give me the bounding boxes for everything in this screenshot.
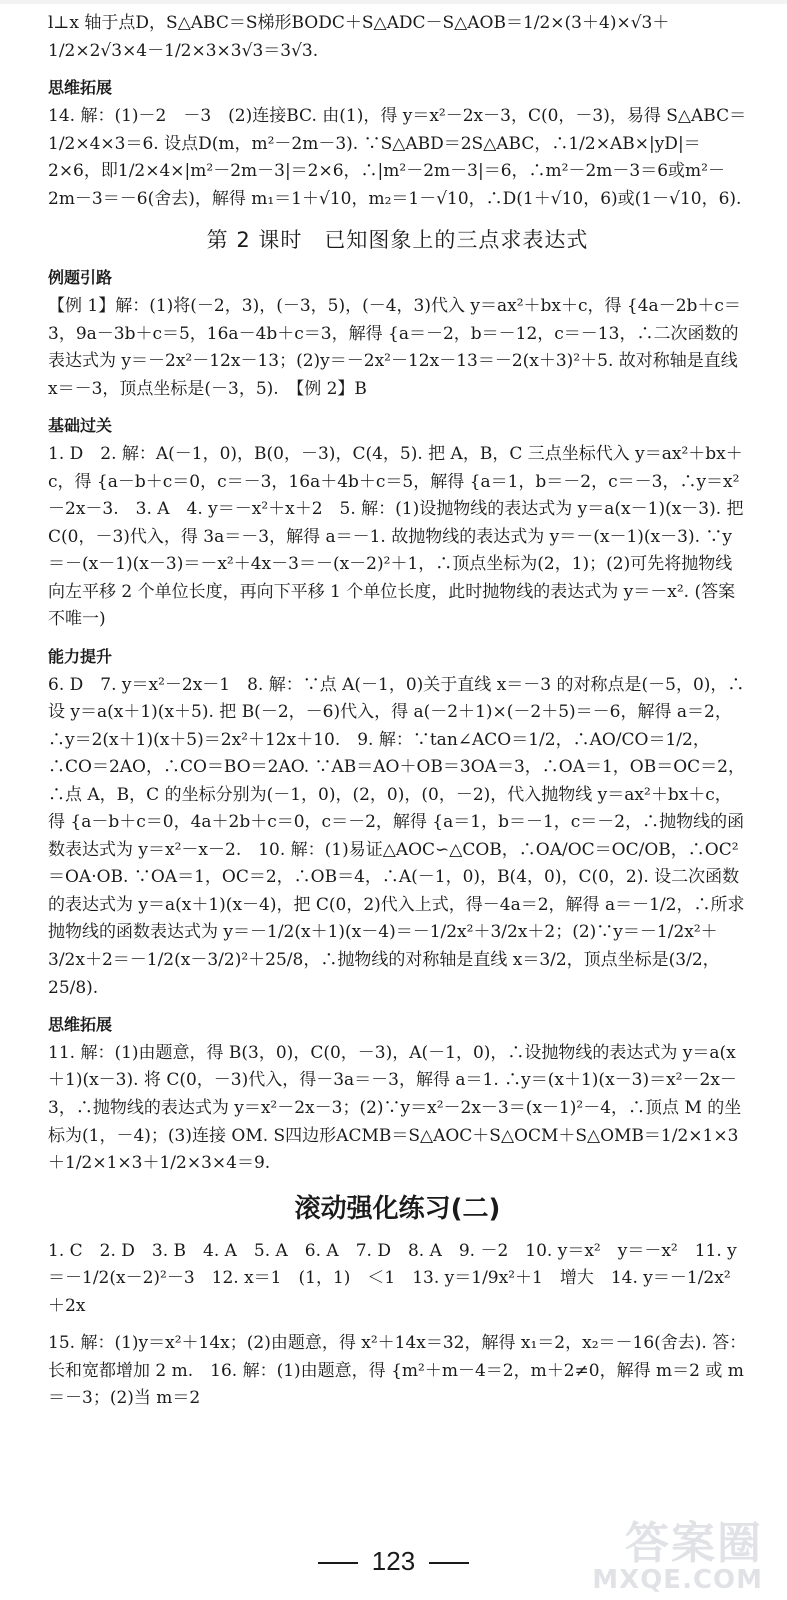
paragraph-example-1: 【例 1】解：(1)将(－2，3)，(－3，5)，(－4，3)代入 y＝ax²＋bx＋c，得 {4a－2b＋c＝3，9a－3b＋c＝5，16a－4b＋c＝3，解得 {a＝－2，b＝－12，c＝－13，∴二次函数的表达式为 y＝－2x²－12x－13；(2)y＝－2x²－12x－13＝－2(x＋3)²＋5. 故对称轴是直线 x＝－3，顶点坐标是(－3，5). 【例 2】B (48, 296, 741, 399)
section-label-ability: 能力提升 (48, 646, 113, 666)
page-number-dash-right (429, 1562, 469, 1564)
section-label-examples: 例题引路 (48, 268, 113, 288)
paragraph-11: 11. 解：(1)由题意，得 B(3，0)，C(0，－3)，A(－1，0)，∴设抛物线的表达式为 y＝a(x＋1)(x－3). 将 C(0，－3)代入，得－3a＝－3，解得 a＝1. ∴y＝(x＋1)(x－3)＝x²－2x－3，∴抛物线的表达式为 y＝x²－2x－3；(2)∵y＝x²－2x－3＝(x－1)²－4，∴顶点 M 的坐标为(1，－4)；(3)连接 OM. S四边形ACMB＝S△AOC＋S△OCM＋S△OMB＝1/2×1×3＋1/2×1×3＋1/2×3×4＝9. (48, 1042, 742, 1174)
practice-title: 滚动强化练习(二) (294, 1193, 501, 1224)
watermark-line-2: MXQE.COM (592, 1564, 763, 1595)
paragraph-basics-answers: 1. D 2. 解：A(－1，0)，B(0，－3)，C(4，5). 把 A，B，C 三点坐标代入 y＝ax²＋bx＋c，得 {a－b＋c＝0，c＝－3，16a＋4b＋c＝5，解得 {a＝1，b＝－2，c＝－3，∴y＝x²－2x－3. 3. A 4. y＝－x²＋x＋2 5. 解：(1)设抛物线的表达式为 y＝a(x－1)(x－3). 把 C(0，－3)代入，得 3a＝－3，解得 a＝－1. 故抛物线的表达式为 y＝－(x－1)(x－3). ∵y＝－(x－1)(x－3)＝－x²＋4x－3＝－(x－2)²＋1，∴顶点坐标为(2，1)；(2)可先将抛物线向左平移 2 个单位长度，再向下平移 1 个单位长度，此时抛物线的表达式为 y＝－x². (答案不唯一) (48, 444, 744, 630)
section-label-basics: 基础过关 (48, 416, 113, 436)
paragraph-practice-answers: 1. C 2. D 3. B 4. A 5. A 6. A 7. D 8. A 9. －2 10. y＝x² y＝－x² 11. y＝－1/2(x－2)²－3 12. x＝1 (1，1) ＜1 13. y＝1/9x²＋1 增大 14. y＝－1/2x²＋2x (48, 1240, 737, 1316)
paragraph-ability-answers: 6. D 7. y＝x²－2x－1 8. 解：∵点 A(－1，0)关于直线 x＝－3 的对称点是(－5，0)，∴设 y＝a(x＋1)(x＋5). 把 B(－2，－6)代入，得 a(－2＋1)×(－2＋5)＝－6，解得 a＝2，∴y＝2(x＋1)(x＋5)＝2x²＋12x＋10. 9. 解：∵tan∠ACO＝1/2，∴AO/CO＝1/2，∴CO＝2AO，∴CO＝BO＝2AO. ∵AB＝AO＋OB＝3OA＝3，∴OA＝1，OB＝OC＝2，∴点 A，B，C 的坐标分别为(－1，0)，(2，0)，(0，－2)，代入抛物线 y＝ax²＋bx＋c，得 {a－b＋c＝0，4a＋2b＋c＝0，c＝－2，解得 {a＝1，b＝－1，c＝－2，∴抛物线的函数表达式为 y＝x²－x－2. 10. 解：(1)易证△AOC∽△COB，∴OA/OC＝OC/OB，∴OC²＝OA·OB. ∵OA＝1，OC＝2，∴OB＝4，∴A(－1，0)，B(4，0)，C(0，2). 设二次函数的表达式为 y＝a(x＋1)(x－4)，把 C(0，2)代入上式，得－4a＝2，解得 a＝－1/2，∴所求抛物线的函数表达式为 y＝－1/2(x＋1)(x－4)＝－1/2x²＋3/2x＋2；(2)∵y＝－1/2x²＋3/2x＋2＝－1/2(x－3/2)²＋25/8，∴抛物线的对称轴是直线 x＝3/2，顶点坐标是(3/2，25/8). (48, 674, 745, 998)
page-number-text: 123 (371, 1545, 416, 1576)
watermark-logo (592, 1517, 763, 1595)
section-label-thinking-extension: 思维拓展 (48, 78, 113, 98)
paragraph-13-continued: l⊥x 轴于点D，S△ABC＝S梯形BODC＋S△ADC－S△AOB＝1/2×(3＋4)×√3＋1/2×2√3×4－1/2×3×3√3＝3√3. (48, 13, 670, 61)
paragraph-14: 14. 解：(1)－2 －3 (2)连接BC. 由(1)，得 y＝x²－2x－3，C(0，－3)，易得 S△ABC＝1/2×4×3＝6. 设点D(m，m²－2m－3). ∵S△ABD＝2S△ABC，∴1/2×AB×|yD|＝2×6，即1/2×4×|m²－2m－3|＝2×6，∴|m²－2m－3|＝6，∴m²－2m－3＝6或m²－2m－3＝－6(舍去)，解得 m₁＝1＋√10，m₂＝1－√10，∴D(1＋√10，6)或(1－√10，6). (48, 105, 747, 209)
page-number-dash-left (318, 1562, 358, 1564)
section-label-thinking-extension-2: 思维拓展 (48, 1015, 113, 1035)
paragraph-15-16: 15. 解：(1)y＝x²＋14x；(2)由题意，得 x²＋14x＝32，解得 x₁＝2，x₂＝－16(舍去). 答：长和宽都增加 2 m. 16. 解：(1)由题意，得 {m²＋m－4＝2，m＋2≠0，解得 m＝2 或 m＝－3；(2)当 m＝2 (48, 1333, 747, 1409)
watermark-line-1: 答案圈 (625, 1517, 763, 1569)
lesson-title: 第 2 课时 已知图象上的三点求表达式 (206, 228, 589, 253)
scan-edge (0, 0, 787, 4)
